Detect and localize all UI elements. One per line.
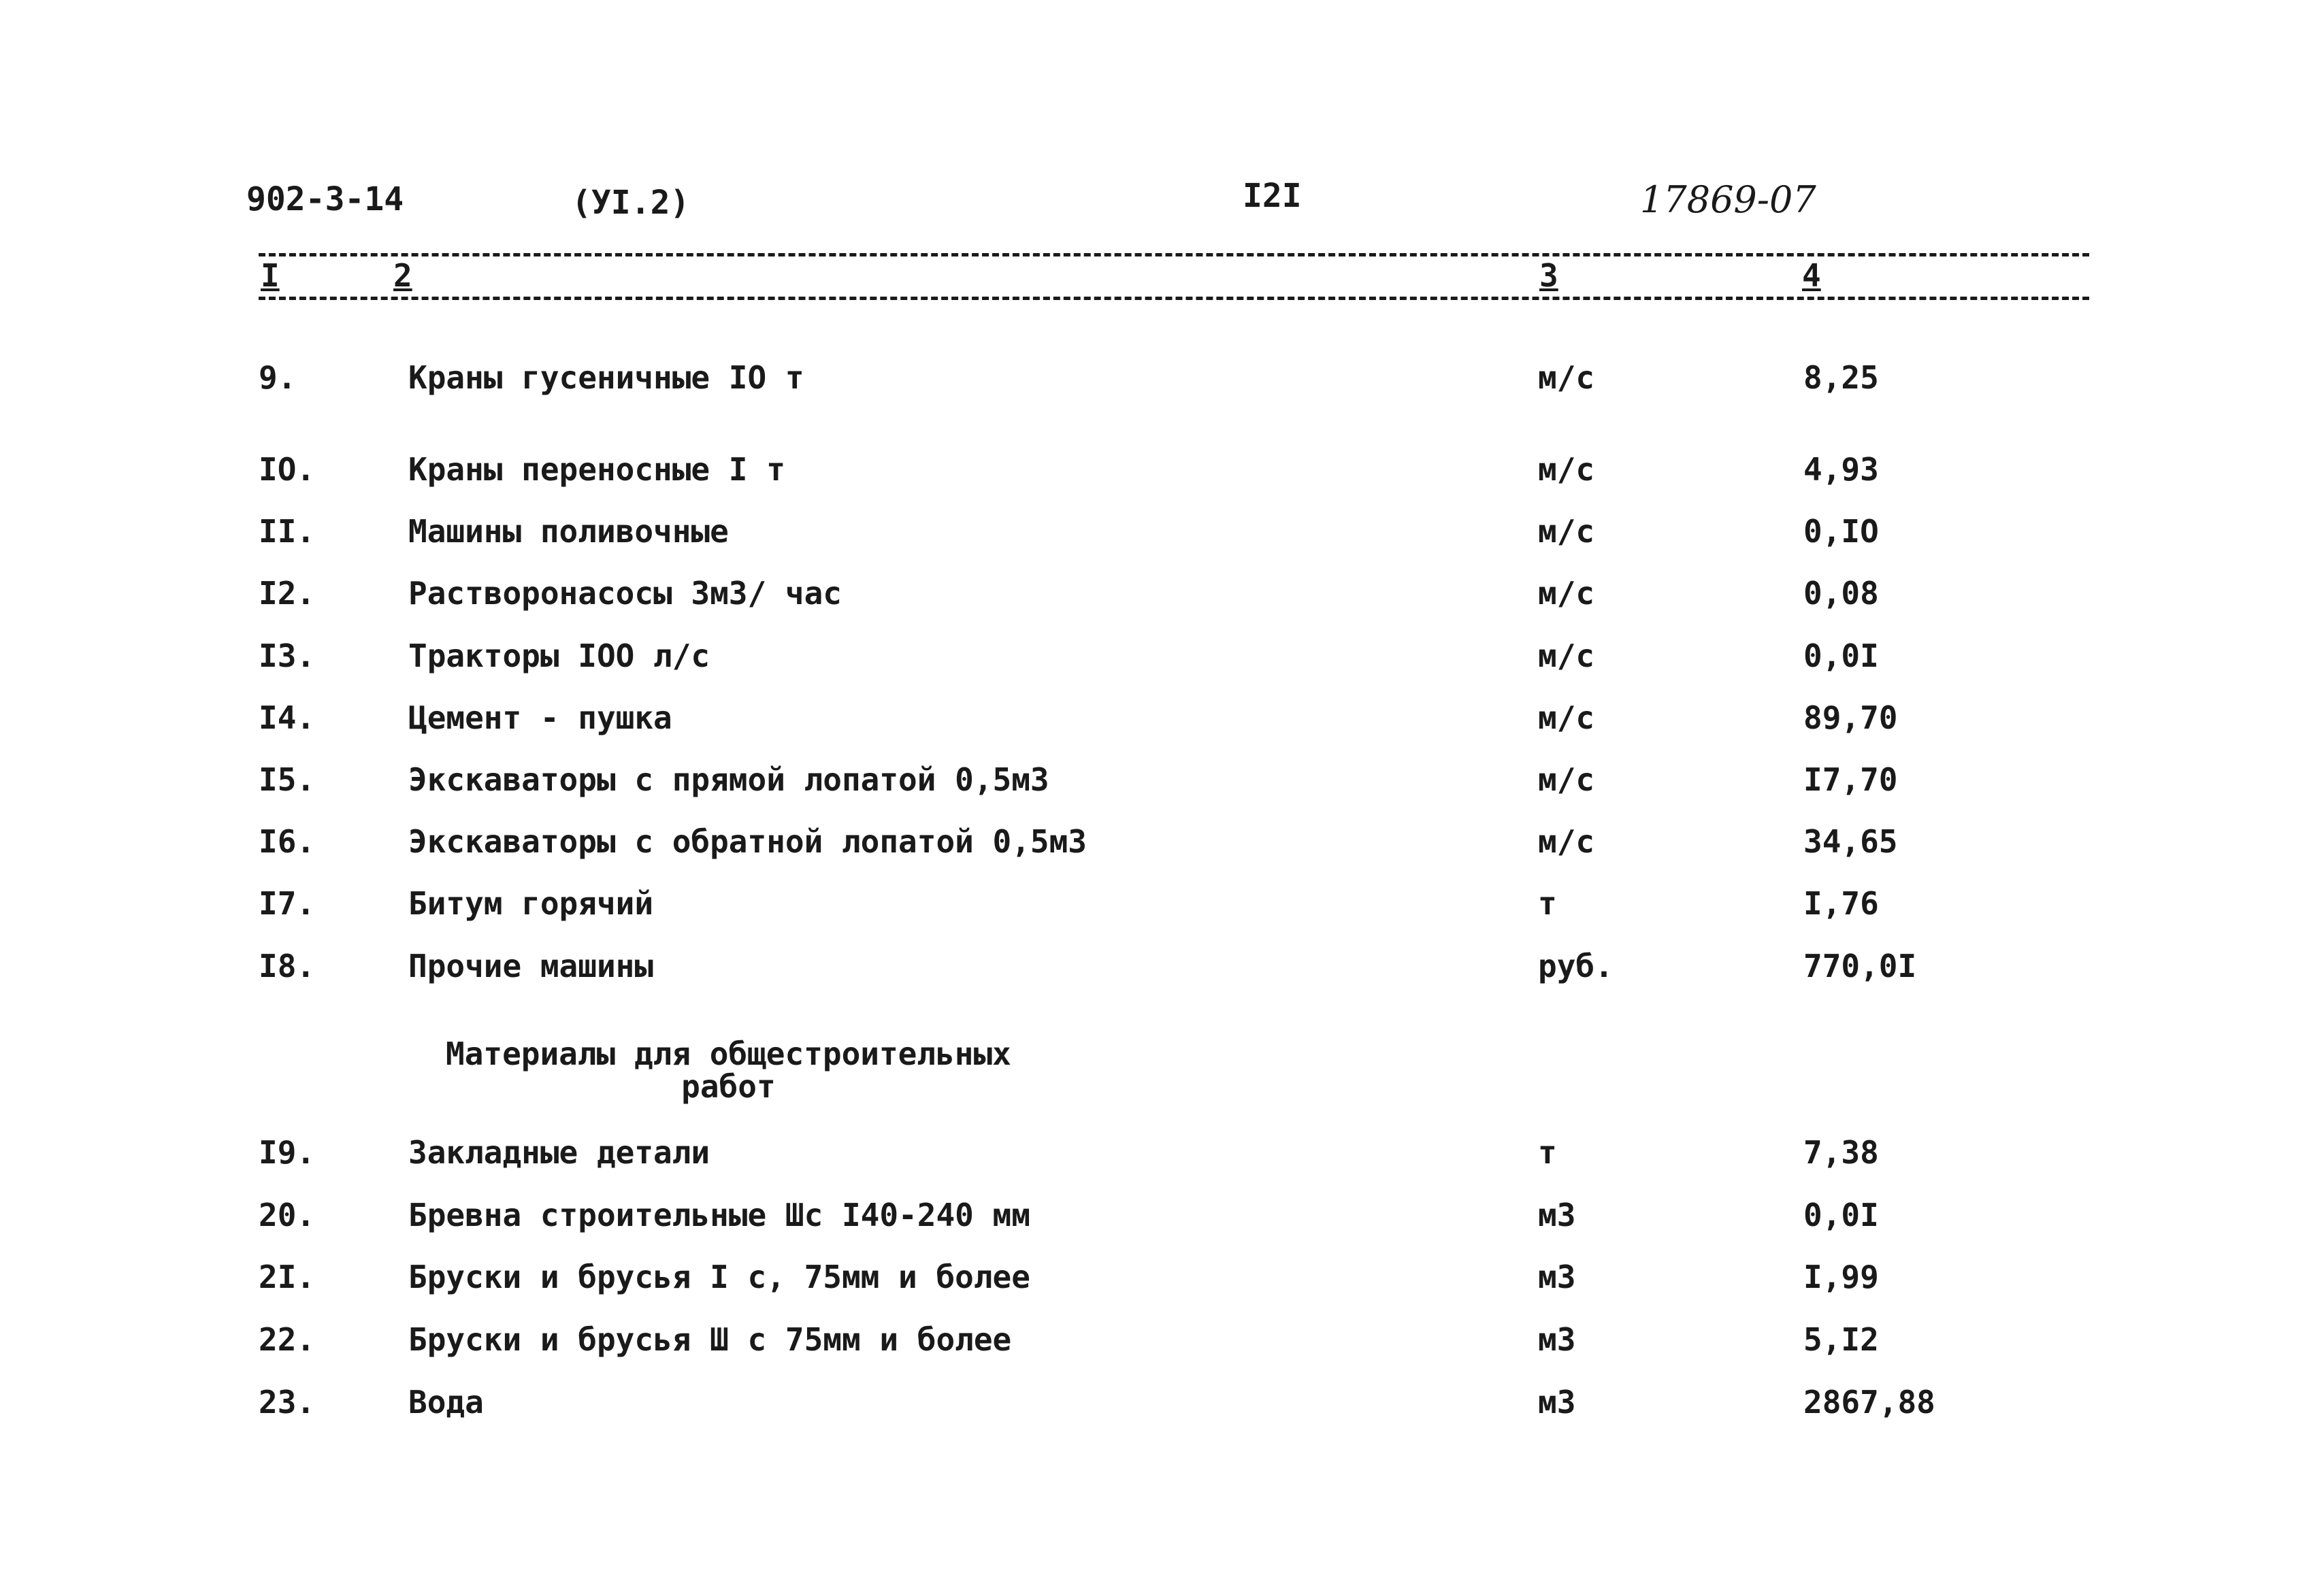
project-code-text: 902-3-14	[246, 180, 404, 218]
row-unit: м3	[1538, 1259, 1576, 1295]
row-number: I6.	[259, 823, 316, 860]
table-row	[0, 761, 2324, 802]
row-value: 2867,88	[1803, 1384, 1935, 1421]
row-value: 5,I2	[1803, 1321, 1879, 1358]
row-value: 0,IO	[1803, 513, 1879, 550]
header-rule-top	[259, 253, 2089, 256]
row-value: I,99	[1803, 1259, 1879, 1295]
row-name: Бруски и брусья I с, 75мм и более	[408, 1259, 1030, 1295]
table-row	[0, 948, 2324, 989]
row-value: 7,38	[1803, 1134, 1879, 1171]
row-value: 0,08	[1803, 575, 1879, 612]
row-name: Цемент - пушка	[408, 699, 672, 736]
column-4-number: 4	[1802, 257, 1821, 294]
row-number: 20.	[259, 1197, 316, 1233]
row-unit: т	[1538, 885, 1557, 922]
row-value: 34,65	[1803, 823, 1898, 860]
row-value: 0,0I	[1803, 1197, 1879, 1233]
row-name: Вода	[408, 1384, 484, 1421]
row-unit: м/с	[1538, 699, 1595, 736]
row-name: Бруски и брусья Ш с 75мм и более	[408, 1321, 1012, 1358]
section-title-line-1: Материалы для общестроительных	[446, 1035, 1011, 1072]
column-1-number: I	[261, 257, 280, 294]
row-name: Краны гусеничные IO т	[408, 359, 804, 396]
row-name: Машины поливочные	[408, 513, 729, 550]
row-number: II.	[259, 513, 316, 550]
table-row	[0, 885, 2324, 926]
row-number: I7.	[259, 885, 316, 922]
table-row	[0, 359, 2324, 400]
row-name: Прочие машины	[408, 948, 654, 984]
row-unit: руб.	[1538, 948, 1614, 984]
table-row	[0, 1384, 2324, 1425]
row-number: 22.	[259, 1321, 316, 1358]
table-row	[0, 1134, 2324, 1175]
row-unit: м/с	[1538, 575, 1595, 612]
row-value: 4,93	[1803, 451, 1879, 488]
row-name: Краны переносные I т	[408, 451, 785, 488]
row-unit: м3	[1538, 1384, 1576, 1421]
row-number: I9.	[259, 1134, 316, 1171]
row-value: 8,25	[1803, 359, 1879, 396]
table-row	[0, 823, 2324, 864]
project-code	[246, 180, 404, 218]
row-value: 0,0I	[1803, 637, 1879, 674]
table-row	[0, 637, 2324, 678]
row-number: I2.	[259, 575, 316, 612]
row-unit: м/с	[1538, 451, 1595, 488]
row-number: 23.	[259, 1384, 316, 1421]
row-unit: т	[1538, 1134, 1557, 1171]
row-number: 2I.	[259, 1259, 316, 1295]
table-row	[0, 451, 2324, 492]
table-row	[0, 699, 2324, 740]
table-row	[0, 1321, 2324, 1362]
row-unit: м3	[1538, 1197, 1576, 1233]
page-number: I2I	[1243, 177, 1302, 215]
row-number: I3.	[259, 637, 316, 674]
table-row	[0, 1197, 2324, 1238]
row-name: Бревна строительные Шс I40-240 мм	[408, 1197, 1030, 1233]
row-name: Растворонасосы 3м3/ час	[408, 575, 842, 612]
row-number: I5.	[259, 761, 316, 798]
table-row	[0, 513, 2324, 554]
row-value: 89,70	[1803, 699, 1898, 736]
row-number: I8.	[259, 948, 316, 984]
table-row	[0, 1259, 2324, 1299]
header-rule-bottom	[259, 297, 2089, 300]
section-title	[446, 1035, 1011, 1105]
inventory-number: 17869-07	[1640, 178, 1816, 221]
row-name: Тракторы IOO л/с	[408, 637, 710, 674]
row-value: 770,0I	[1803, 948, 1917, 984]
column-2-number: 2	[393, 257, 412, 294]
section-ref: (УI.2)	[572, 184, 690, 222]
row-name: Экскаваторы с обратной лопатой 0,5м3	[408, 823, 1087, 860]
row-number: 9.	[259, 359, 297, 396]
row-name: Закладные детали	[408, 1134, 710, 1171]
row-unit: м/с	[1538, 637, 1595, 674]
row-name: Битум горячий	[408, 885, 654, 922]
row-unit: м/с	[1538, 761, 1595, 798]
row-unit: м/с	[1538, 823, 1595, 860]
row-number: I4.	[259, 699, 316, 736]
section-title-line-2: работ	[681, 1068, 776, 1105]
column-3-number: 3	[1539, 257, 1558, 294]
row-number: IO.	[259, 451, 316, 488]
row-unit: м/с	[1538, 513, 1595, 550]
row-name: Экскаваторы с прямой лопатой 0,5м3	[408, 761, 1049, 798]
row-value: I7,70	[1803, 761, 1898, 798]
row-unit: м3	[1538, 1321, 1576, 1358]
row-unit: м/с	[1538, 359, 1595, 396]
row-value: I,76	[1803, 885, 1879, 922]
table-row	[0, 575, 2324, 616]
